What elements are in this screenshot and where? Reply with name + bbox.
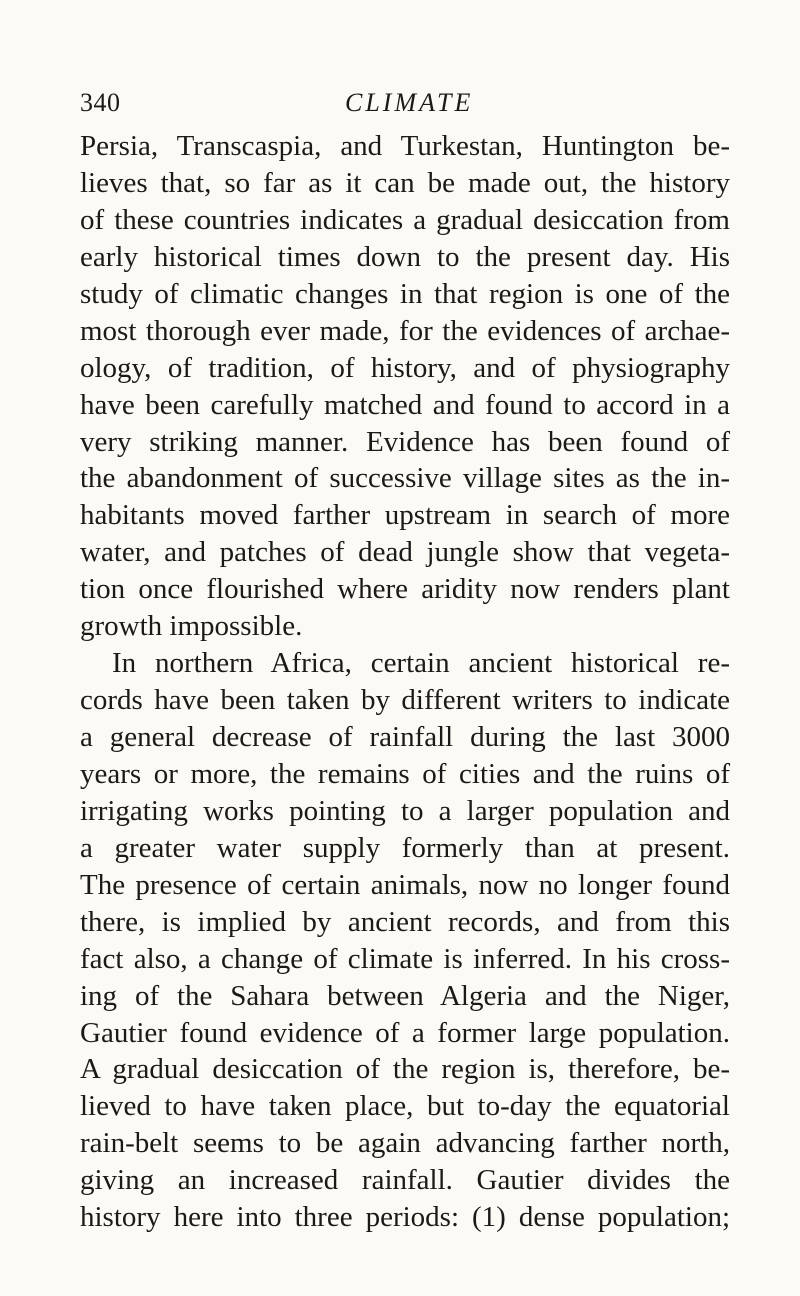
text-line: early historical times down to the present day. His [80,240,730,273]
text-line: have been carefully matched and found to accord in a [80,388,730,421]
text-line: Persia, Transcaspia, and Turkestan, Huntington be- [80,130,730,162]
text-line: The presence of certain animals, now no longer found [80,868,730,901]
page-number: 340 [80,88,121,117]
text-line: history here into three periods: (1) dense population; [80,1201,730,1234]
text-line: a greater water supply formerly than at present. [80,831,730,864]
text-line: most thorough ever made, for the evidences of archae- [80,314,730,347]
text-line: fact also, a change of climate is inferred. In his cross- [80,942,730,975]
text-line: ology, of tradition, of history, and of physiography [80,351,730,384]
text-line: rain-belt seems to be again advancing farther north, [80,1127,730,1160]
text-line: A gradual desiccation of the region is, therefore, be- [80,1053,730,1086]
running-title: CLIMATE [345,88,474,117]
text-line: there, is implied by ancient records, and from this [80,905,730,938]
text-line: lieved to have taken place, but to-day the equatorial [80,1090,730,1123]
text-line: Gautier found evidence of a former large population. [80,1016,730,1049]
paragraph-start-line: In northern Africa, certain ancient historical re- [112,647,730,680]
text-line: giving an increased rainfall. Gautier divides the [80,1164,730,1197]
text-line: of these countries indicates a gradual desiccation from [80,203,730,236]
text-line: the abandonment of successive village sites as the in- [80,462,730,495]
text-line: a general decrease of rainfall during the last 3000 [80,721,730,753]
text-line: lieves that, so far as it can be made out, the history [80,166,730,199]
text-line: very striking manner. Evidence has been found of [80,425,730,458]
text-line: study of climatic changes in that region is one of the [80,277,730,310]
text-line: years or more, the remains of cities and the ruins of [80,757,730,790]
body-text [80,128,730,1236]
text-line: ing of the Sahara between Algeria and the Niger, [80,979,730,1012]
text-line: cords have been taken by different writers to indicate [80,684,730,717]
running-head [80,88,730,122]
text-line: irrigating works pointing to a larger population and [80,794,730,827]
paragraph-end-line: growth impossible. [80,610,303,643]
text-line: water, and patches of dead jungle show that vegeta- [80,536,730,569]
text-line: habitants moved farther upstream in search of more [80,499,730,532]
text-line: tion once flourished where aridity now renders plant [80,573,730,606]
